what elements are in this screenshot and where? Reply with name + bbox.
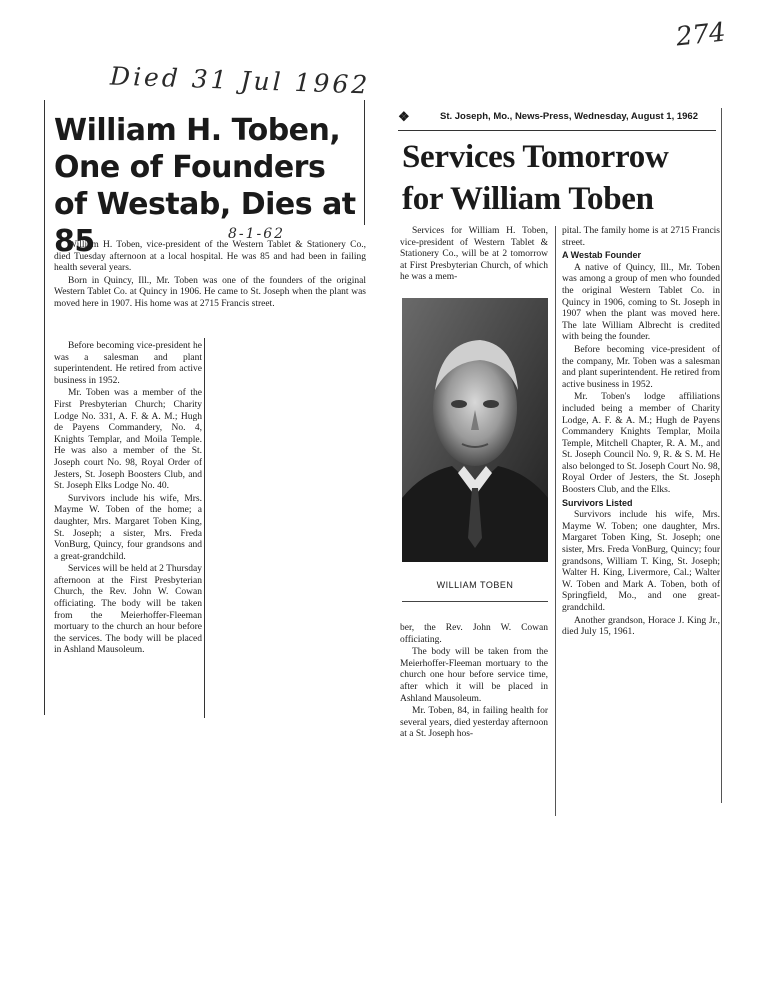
- photo-caption: WILLIAM TOBEN: [436, 580, 514, 590]
- right-headline: Services Tomorrow for William Toben: [402, 139, 669, 217]
- right-column-1-top: [400, 226, 548, 285]
- right-column-paragraph: A native of Quincy, Ill., Mr. Toben was among a group of men who founded the original Western Tablet Co. in Quincy in 1906, coming to St. Joseph in 1907 when the plant was moved here. The late William Albrecht is credited with being the founder.: [562, 262, 720, 343]
- left-lede-paragraph: William H. Toben, vice-president of the Western Tablet & Stationery Co., died Tuesday afternoon at a local hospital. He was 85 and had been in failing health several years.: [54, 240, 366, 274]
- left-headline: William H. Toben, One of Founders of Westab, Dies at 85: [54, 113, 356, 259]
- right-column-paragraph: Services for William H. Toben, vice-president of Western Tablet & Stationery Co., will be at 2 tomorrow at First Presbyterian Church, of which he was a mem-: [400, 226, 548, 283]
- masthead: [398, 108, 716, 126]
- subhead-founder: A Westab Founder: [562, 250, 642, 261]
- right-column-paragraph: Mr. Toben's lodge affiliations included being a member of Charity Lodge, A. F. & A. M.; Hugh de Payens Commandery Knights Templar, Moila Temple, Mitchell Chapter, R. A. M., and St. Joseph Council No. 9, R. & S. M. He also belonged to St. Joseph Court No. 98, Royal Order of Jesters, the St. Joseph Boosters Club, and the Elks.: [562, 392, 720, 496]
- right-column-paragraph: Mr. Toben, 84, in failing health for several years, died yesterday afternoon at a St. Joseph hos-: [400, 706, 548, 740]
- subhead-survivors: Survivors Listed: [562, 497, 633, 508]
- right-column-1-bottom: [400, 623, 548, 742]
- column-edge: [204, 338, 205, 718]
- left-column-paragraph: Services will be held at 2 Thursday afternoon at the First Presbyterian Church, the Rev. John W. Cowan officiating. The body will be taken from the Meierhoffer-Fleeman mortuary to the church an hour before the services. The body will be placed in Ashland Mausoleum.: [54, 564, 202, 656]
- left-column: [54, 341, 202, 658]
- left-lede: [54, 240, 366, 312]
- portrait-photo: [402, 298, 548, 562]
- right-column-paragraph: Before becoming vice-president of the company, Mr. Toben was a salesman and plant superintendent. He retired from active business in 1952.: [562, 344, 720, 390]
- masthead-rule: [398, 130, 716, 131]
- left-column-paragraph: Survivors include his wife, Mrs. Mayme W. Toben of the home; a daughter, Mrs. Margaret Toben King, St. Joseph; a sister, Mrs. Freda VonBurg, Quincy, four grandsons and a great-grandchild.: [54, 493, 202, 562]
- clipping-edge-right: [721, 108, 722, 803]
- left-lede-paragraph: Born in Quincy, Ill., Mr. Toben was one of the founders of the original Western Tablet Co. at Quincy in 1906. He came to St. Joseph when the plant was moved here in 1907. His home was at 2715 Francis street.: [54, 275, 366, 309]
- left-column-paragraph: Mr. Toben was a member of the First Presbyterian Church; Charity Lodge No. 331, A. F. & A. M.; Hugh de Payens Commandery, No. 4, Knights Templar, and Moila Temple. He was also a member of the St. Joseph court No. 98, Royal Order of Jesters, St. Joseph Boosters Club, and St. Joseph Elks Lodge No. 40.: [54, 388, 202, 492]
- masthead-text: St. Joseph, Mo., News-Press, Wednesday, August 1, 1962: [440, 111, 698, 122]
- right-column-2: [562, 226, 720, 640]
- right-clipping: [398, 108, 723, 813]
- died-date-annotation: Died 31 Jul 1962: [109, 61, 371, 100]
- clipping-edge-left: [44, 100, 45, 715]
- right-column-paragraph: Another grandson, Horace J. King Jr., died July 15, 1961.: [562, 615, 720, 638]
- right-column-paragraph: ber, the Rev. John W. Cowan officiating.: [400, 623, 548, 645]
- left-clipping: [44, 100, 364, 720]
- newspaper-logo-icon: ❖: [398, 109, 410, 124]
- column-rule: [555, 226, 556, 816]
- page-number-annotation: 274: [674, 17, 728, 53]
- right-column-paragraph: pital. The family home is at 2715 Francis street.: [562, 226, 720, 248]
- right-column-paragraph: Survivors include his wife, Mrs. Mayme W. Toben; one daughter, Mrs. Margaret Toben King, St. Joseph; one sister, Mrs. Freda VonBurg, Quincy; four grandsons, William T. King, St. Joseph; Walter H. King, Livermore, Cal.; Walter W. Toben and Mark A. Toben, both of Springfield, Mo., and one great-grandchild.: [562, 510, 720, 613]
- clipping-date-annotation: 8-1-62: [228, 226, 286, 242]
- portrait-image: [402, 298, 548, 562]
- caption-rule: [402, 601, 548, 602]
- clipping-edge-right: [364, 100, 365, 225]
- right-column-paragraph: The body will be taken from the Meierhoffer-Fleeman mortuary to the church one hour before service time, after which it will be placed in Ashland Mausoleum.: [400, 647, 548, 704]
- left-column-paragraph: Before becoming vice-president he was a salesman and plant superintendent. He retired from active business in 1952.: [54, 341, 202, 386]
